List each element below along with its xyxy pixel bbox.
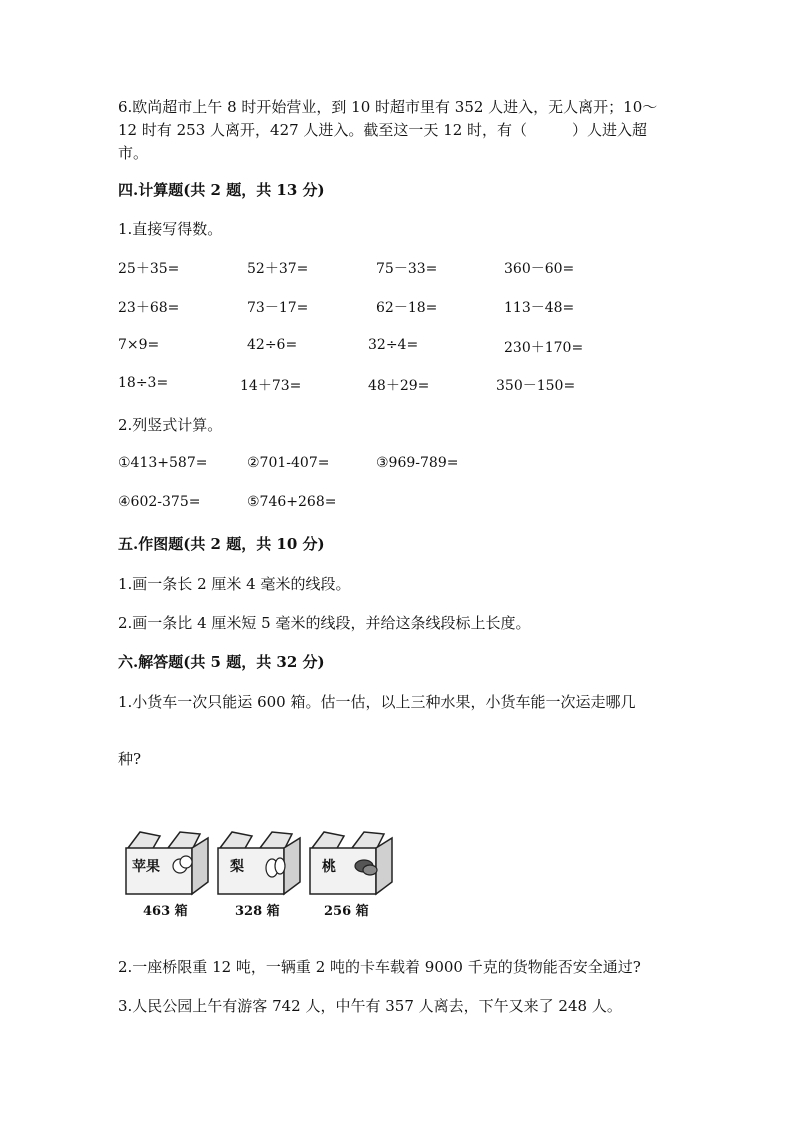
calc-item: 75－33=	[376, 261, 438, 277]
pear-box-illustration	[214, 826, 306, 896]
calc-item: 360－60=	[504, 261, 575, 277]
calc-item: ④602-375=	[118, 494, 201, 510]
section6-q1-line2: 种?	[118, 750, 142, 768]
calc-item: ②701-407=	[247, 455, 330, 471]
section5-heading: 五.作图题(共 2 题，共 10 分)	[118, 535, 325, 553]
section6-q2: 2.一座桥限重 12 吨，一辆重 2 吨的卡车载着 9000 千克的货物能否安全通过?	[118, 958, 641, 976]
calc-item: 350－150=	[496, 378, 576, 394]
calc-item: ③969-789=	[376, 455, 459, 471]
calc-item: 62－18=	[376, 300, 438, 316]
section6-q1-line1: 1.小货车一次只能运 600 箱。估一估，以上三种水果，小货车能一次运走哪几	[118, 693, 636, 711]
apple-box-illustration	[122, 826, 214, 896]
calc-item: 42÷6=	[247, 337, 298, 353]
box-label: 桃	[322, 859, 336, 875]
calc-item: 52＋37=	[247, 261, 309, 277]
section5-q2: 2.画一条比 4 厘米短 5 毫米的线段，并给这条线段标上长度。	[118, 614, 531, 632]
calc-item: 23＋68=	[118, 300, 180, 316]
calc-item: 230＋170=	[504, 340, 584, 356]
calc-item: 73－17=	[247, 300, 309, 316]
q6-line2: 12 时有 253 人离开，427 人进入。截至这一天 12 时，有（ ）人进入超	[118, 121, 648, 139]
box-label: 梨	[230, 859, 244, 875]
section6-heading: 六.解答题(共 5 题，共 32 分)	[118, 653, 325, 671]
box-label: 苹果	[132, 859, 160, 875]
section4-q2-title: 2.列竖式计算。	[118, 416, 223, 434]
section6-q3: 3.人民公园上午有游客 742 人，中午有 357 人离去，下午又来了 248 人。	[118, 997, 622, 1015]
calc-item: 14＋73=	[240, 378, 302, 394]
calc-item: 48＋29=	[368, 378, 430, 394]
calc-item: 7×9=	[118, 337, 160, 353]
calc-item: 32÷4=	[368, 337, 419, 353]
calc-item: 25＋35=	[118, 261, 180, 277]
box-count: 256 箱	[324, 904, 369, 919]
section4-heading: 四.计算题(共 2 题，共 13 分)	[118, 181, 325, 199]
box-count: 463 箱	[143, 904, 188, 919]
section4-q1-title: 1.直接写得数。	[118, 220, 223, 238]
q6-line3: 市。	[118, 144, 149, 162]
calc-item: ⑤746+268=	[247, 494, 337, 510]
section5-q1: 1.画一条长 2 厘米 4 毫米的线段。	[118, 575, 351, 593]
box-count: 328 箱	[235, 904, 280, 919]
calc-item: ①413+587=	[118, 455, 208, 471]
q6-line1: 6.欧尚超市上午 8 时开始营业，到 10 时超市里有 352 人进入，无人离开；10～	[118, 98, 658, 116]
peach-box-illustration	[306, 826, 398, 896]
calc-item: 18÷3=	[118, 375, 169, 391]
calc-item: 113－48=	[504, 300, 575, 316]
